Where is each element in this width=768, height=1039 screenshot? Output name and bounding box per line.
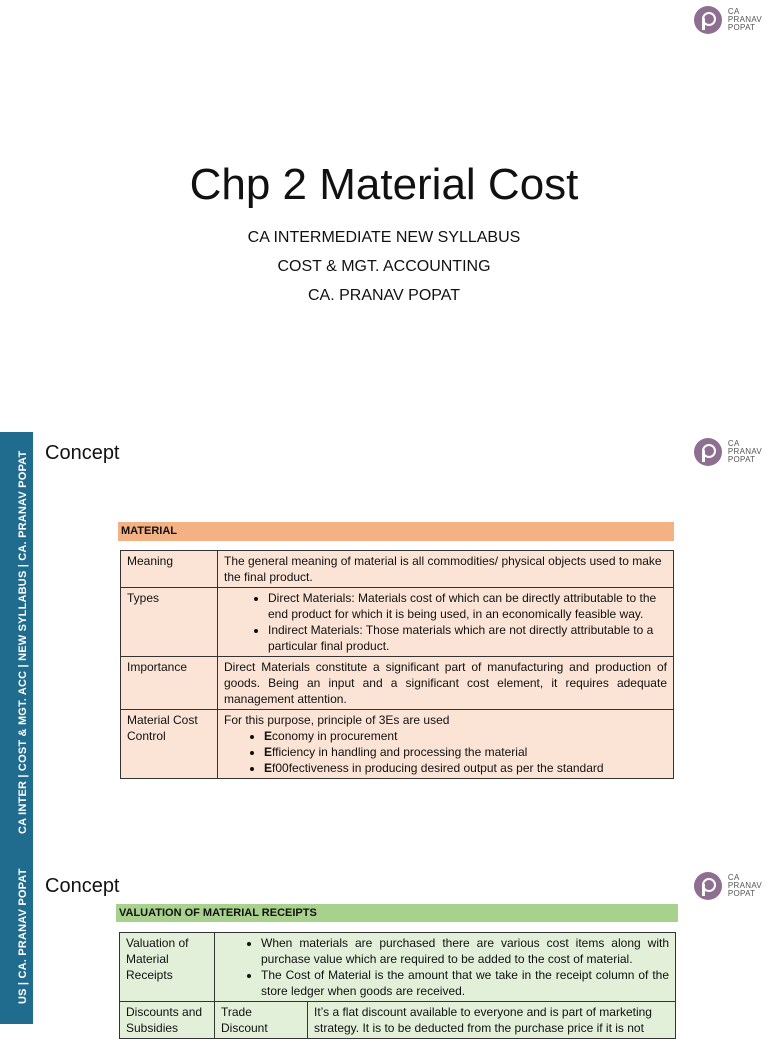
row-text: The general meaning of material is all commodities/ physical objects used to make the final product. (218, 551, 674, 588)
sub-label: Trade Discount (215, 1002, 308, 1039)
table-row (121, 657, 674, 710)
brand-logo (694, 6, 762, 34)
sidebar-text: CA INTER | COST & MGT. ACC | NEW SYLLABUS | CA. PRANAV POPAT (17, 450, 29, 834)
list-item: • Direct Materials: Materials cost of which can be directly attributable to the end product for which it is being used, in an economically feasible way. (268, 590, 667, 622)
section-title-band: MATERIAL (118, 522, 674, 541)
list-item: • Indirect Materials: Those materials which are not directly attributable to a particular final product. (268, 622, 667, 654)
slide-heading: Concept (45, 875, 120, 897)
valuation-list (221, 935, 669, 999)
row-label: Material Cost Control (121, 710, 218, 779)
sidebar-banner (0, 866, 33, 1024)
sidebar-banner (0, 432, 33, 866)
three-es-list (224, 728, 667, 776)
list-item: • Efficiency in handling and processing the material (264, 744, 667, 760)
material-table (120, 550, 674, 779)
brand-logo (694, 872, 762, 900)
slide-heading: Concept (45, 442, 120, 464)
concept-slide-valuation (0, 866, 768, 1035)
sidebar-text: US | CA. PRANAV POPAT (17, 868, 29, 1004)
row-label: Types (121, 588, 218, 657)
list-item: • Economy in procurement (264, 728, 667, 744)
row-text: Direct Materials constitute a significant part of manufacturing and production of goods. Being an input and a significant cost element, it requires adequate management attention. (218, 657, 674, 710)
logo-text: CA PRANAV POPAT (727, 873, 762, 898)
logo-p-icon (694, 438, 722, 466)
brand-logo (694, 438, 762, 466)
table-row (121, 710, 674, 779)
concept-slide-material (0, 432, 768, 866)
list-item: • When materials are purchased there are various cost items along with purchase value which are required to be added to the cost of material. (261, 935, 669, 967)
table-row (121, 551, 674, 588)
list-item: • The Cost of Material is the amount that we take in the receipt column of the store ledger when goods are received. (261, 967, 669, 999)
table-row (120, 1002, 676, 1039)
section-title-band: VALUATION OF MATERIAL RECEIPTS (116, 904, 678, 922)
subtitle-line: CA INTERMEDIATE NEW SYLLABUS (247, 229, 521, 246)
subtitle-line: COST & MGT. ACCOUNTING (277, 258, 491, 275)
subtitle-line: CA. PRANAV POPAT (307, 287, 461, 304)
row-label: Meaning (121, 551, 218, 588)
logo-p-icon (694, 6, 722, 34)
row-label: Valuation of Material Receipts (120, 933, 215, 1002)
logo-text: CA PRANAV POPAT (727, 439, 762, 464)
valuation-table (119, 932, 676, 1039)
table-row (121, 588, 674, 657)
title-slide (0, 0, 768, 432)
logo-p-icon (694, 872, 722, 900)
list-item: • Ef00fectiveness in producing desired output as per the standard (264, 760, 667, 776)
row-text: It’s a flat discount available to everyone and is part of marketing strategy. It is to be deducted from the purchase price if it is not (308, 1002, 676, 1039)
row-label: Importance (121, 657, 218, 710)
table-row (120, 933, 676, 1002)
page-title: Chp 2 Material Cost (189, 160, 579, 209)
row-text: For this purpose, principle of 3Es are used (224, 713, 450, 727)
row-label: Discounts and Subsidies (120, 1002, 215, 1039)
types-list (224, 590, 667, 654)
logo-text: CA PRANAV POPAT (727, 7, 762, 32)
